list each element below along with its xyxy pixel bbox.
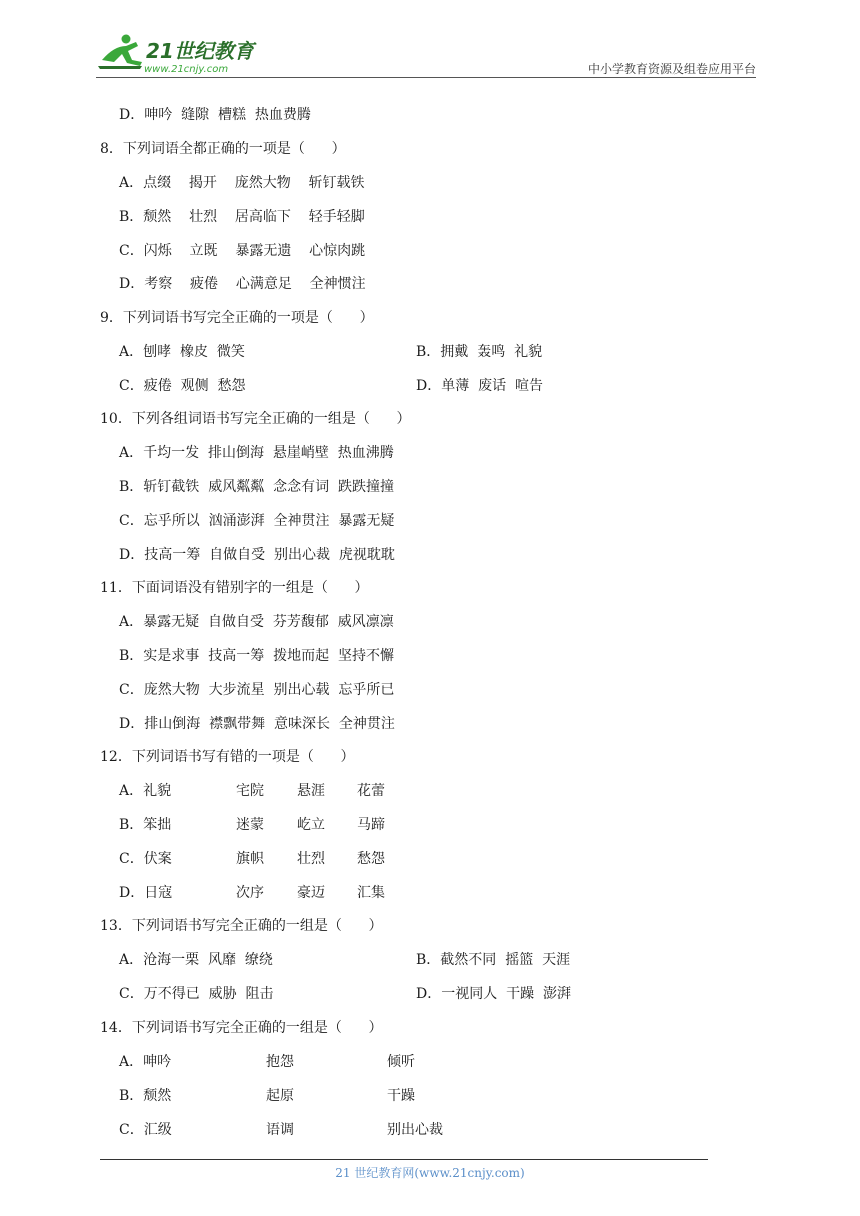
q7-option-d: D．呻吟 缝隙 槽糕 热血费腾 xyxy=(119,107,311,123)
logo-url: www.21cnjy.com xyxy=(144,64,229,75)
q12-option-b-word3: 屹立 xyxy=(297,817,325,833)
q14-stem: 14．下列词语书写完全正确的一组是（ ） xyxy=(100,1020,383,1036)
q14-option-c-word2: 语调 xyxy=(266,1122,294,1138)
q11-option-c: C．庞然大物 大步流星 别出心载 忘乎所已 xyxy=(119,682,395,698)
q14-option-a-word1: A．呻吟 xyxy=(119,1054,172,1070)
q8-option-c: C．闪烁 立既 暴露无遗 心惊肉跳 xyxy=(119,243,366,259)
q12-option-b-word4: 马蹄 xyxy=(357,817,385,833)
q10-option-d: D．技高一筹 自做自受 别出心裁 虎视耽耽 xyxy=(119,547,395,563)
q12-option-c-word1: C．伏案 xyxy=(119,851,172,867)
q14-option-b-word2: 起原 xyxy=(266,1088,294,1104)
q8-option-b: B．颓然 壮烈 居高临下 轻手轻脚 xyxy=(119,209,365,225)
q12-option-a-word2: 宅院 xyxy=(236,783,264,799)
q11-stem: 11．下面词语没有错别字的一组是（ ） xyxy=(100,580,369,596)
q12-option-a-word3: 悬涯 xyxy=(297,783,325,799)
q12-option-a-word4: 花蕾 xyxy=(357,783,385,799)
runner-icon xyxy=(98,35,142,70)
q12-stem: 12．下列词语书写有错的一项是（ ） xyxy=(100,749,355,765)
platform-title: 中小学教育资源及组卷应用平台 xyxy=(587,62,756,76)
site-logo xyxy=(96,32,266,78)
q8-option-d: D．考察 疲倦 心满意足 全神惯注 xyxy=(119,276,366,292)
q10-option-c: C．忘乎所以 汹涌澎湃 全神贯注 暴露无疑 xyxy=(119,513,395,529)
q12-option-b-word2: 迷蒙 xyxy=(236,817,264,833)
q9-option-b: B．拥戴 轰鸣 礼貌 xyxy=(416,344,543,360)
q13-option-c: C．万不得已 威胁 阻击 xyxy=(119,986,274,1002)
q11-option-d: D．排山倒海 襟飘带舞 意味深长 全神贯注 xyxy=(119,716,395,732)
q13-option-b: B．截然不同 摇篮 天涯 xyxy=(416,952,571,968)
footer-text[interactable]: 21 世纪教育网(www.21cnjy.com) xyxy=(335,1166,525,1180)
q8-option-a: A．点缀 揭开 庞然大物 斩钉载铁 xyxy=(119,175,365,191)
q14-option-a-word2: 抱怨 xyxy=(266,1054,294,1070)
q10-option-a: A．千均一发 排山倒海 悬崖峭壁 热血沸腾 xyxy=(119,445,394,461)
q11-option-a: A．暴露无疑 自做自受 芬芳馥郁 威风凛凛 xyxy=(119,614,394,630)
q9-option-c: C．疲倦 观侧 愁怨 xyxy=(119,378,246,394)
q9-stem: 9．下列词语书写完全正确的一项是（ ） xyxy=(100,310,374,326)
q13-option-a: A．沧海一栗 风靡 缭绕 xyxy=(119,952,273,968)
header-divider xyxy=(96,77,756,78)
page-header xyxy=(0,0,860,80)
q12-option-b-word1: B．笨拙 xyxy=(119,817,172,833)
q8-stem: 8．下列词语全都正确的一项是（ ） xyxy=(100,141,346,157)
q9-option-a: A．刨哮 橡皮 微笑 xyxy=(119,344,245,360)
q12-option-d-word4: 汇集 xyxy=(357,885,385,901)
q9-option-d: D．单薄 废话 喧告 xyxy=(416,378,544,394)
q14-option-b-word1: B．颓然 xyxy=(119,1088,172,1104)
q13-option-d: D．一视同人 干躁 澎湃 xyxy=(416,986,572,1002)
q12-option-c-word2: 旗帜 xyxy=(236,851,264,867)
q14-option-b-word3: 干躁 xyxy=(387,1088,415,1104)
q12-option-d-word3: 豪迈 xyxy=(297,885,325,901)
q14-option-c-word3: 别出心裁 xyxy=(387,1122,443,1138)
q13-stem: 13．下列词语书写完全正确的一组是（ ） xyxy=(100,918,383,934)
q14-option-a-word3: 倾听 xyxy=(387,1054,415,1070)
q12-option-c-word4: 愁怨 xyxy=(357,851,385,867)
logo-wordmark: 21世纪教育 xyxy=(146,39,254,63)
q14-option-c-word1: C．汇级 xyxy=(119,1122,172,1138)
q12-option-a-word1: A．礼貌 xyxy=(119,783,172,799)
footer-divider xyxy=(100,1159,708,1160)
q12-option-d-word1: D．日寇 xyxy=(119,885,173,901)
q10-option-b: B．斩钉截铁 威风粼粼 念念有词 跌跌撞撞 xyxy=(119,479,394,495)
q11-option-b: B．实是求事 技高一筹 拨地而起 坚持不懈 xyxy=(119,648,394,664)
q10-stem: 10．下列各组词语书写完全正确的一组是（ ） xyxy=(100,411,411,427)
q12-option-c-word3: 壮烈 xyxy=(297,851,325,867)
q12-option-d-word2: 次序 xyxy=(236,885,264,901)
